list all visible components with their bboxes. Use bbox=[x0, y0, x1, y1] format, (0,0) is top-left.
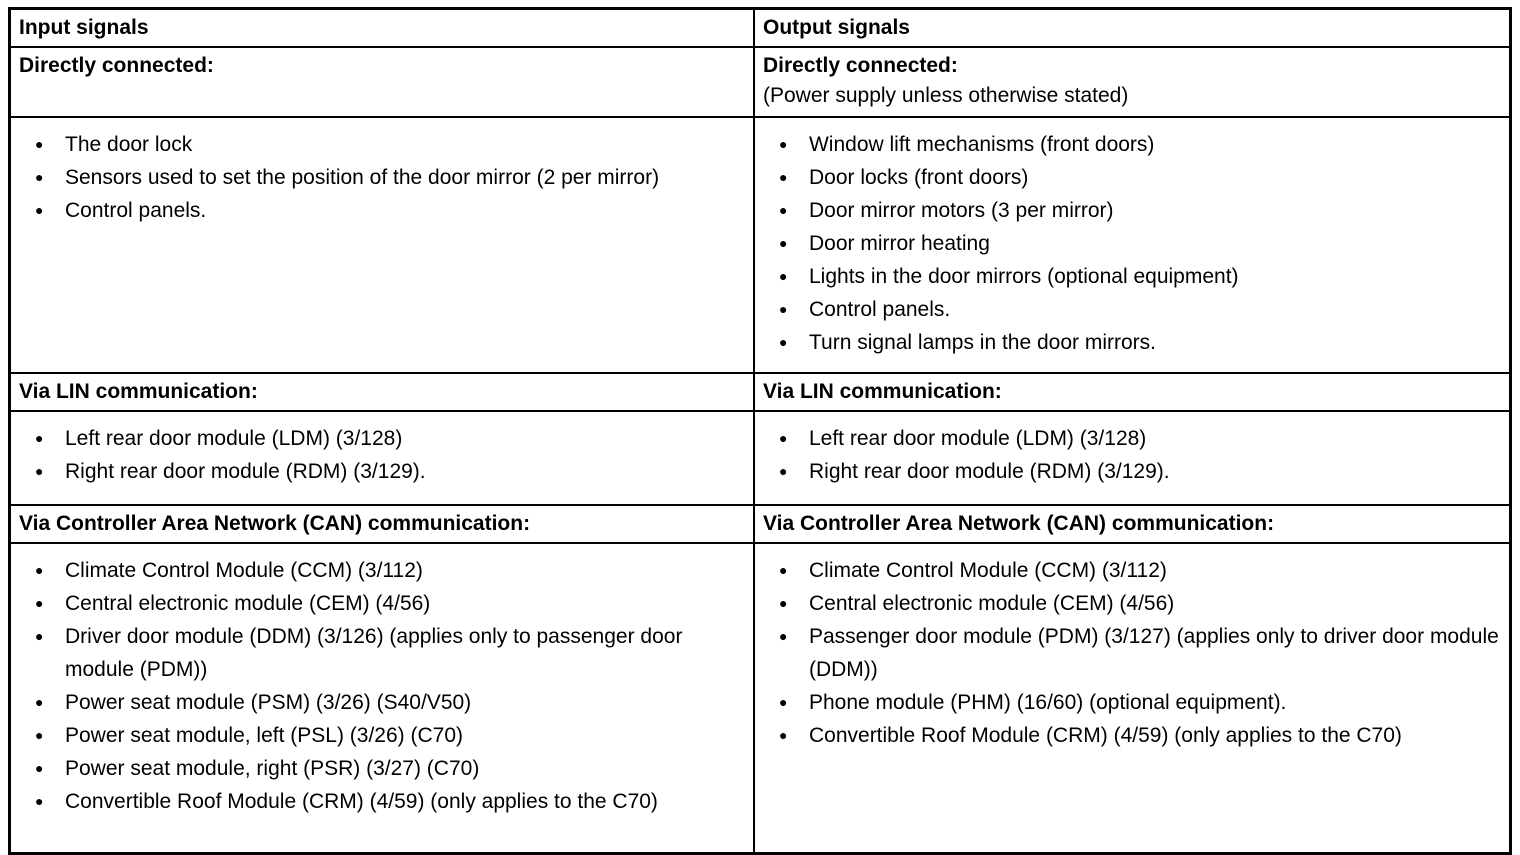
output-lin-title: Via LIN communication: bbox=[762, 380, 1002, 403]
list-item bbox=[763, 587, 1501, 620]
list-item bbox=[763, 260, 1501, 293]
list-item-text: Climate Control Module (CCM) (3/112) bbox=[65, 559, 423, 582]
list-item-text: Central electronic module (CEM) (4/56) bbox=[65, 592, 431, 615]
list-item bbox=[19, 422, 745, 455]
lin-title-row bbox=[10, 373, 1511, 411]
bullet-icon: ● bbox=[778, 463, 788, 479]
list-item-text: Door locks (front doors) bbox=[808, 166, 1029, 189]
list-item-text: Passenger door module (PDM) (3/127) (applies only to driver door module (DDM)) bbox=[808, 625, 1499, 681]
list-item bbox=[763, 554, 1501, 587]
bullet-icon: ● bbox=[35, 202, 44, 218]
list-item-text: Left rear door module (LDM) (3/128) bbox=[808, 427, 1147, 450]
bullet-icon: ● bbox=[778, 202, 788, 218]
input-lin-list-cell bbox=[10, 411, 754, 505]
list-item-text: Convertible Roof Module (CRM) (4/59) (only applies to the C70) bbox=[808, 724, 1402, 747]
list-item bbox=[19, 554, 745, 587]
list-item bbox=[19, 194, 745, 227]
input-directly-connected-title: Directly connected: bbox=[19, 54, 214, 77]
lin-list-row bbox=[10, 411, 1511, 505]
list-item-text: Window lift mechanisms (front doors) bbox=[808, 133, 1155, 156]
list-item-text: Control panels. bbox=[65, 199, 207, 222]
output-lin-list-cell bbox=[754, 411, 1511, 505]
list-item-text: Power seat module, left (PSL) (3/26) (C70) bbox=[65, 724, 463, 747]
list-item-text: Right rear door module (RDM) (3/129). bbox=[808, 460, 1170, 483]
bullet-icon: ● bbox=[35, 562, 44, 578]
bullet-icon: ● bbox=[778, 562, 788, 578]
list-item-text: Climate Control Module (CCM) (3/112) bbox=[808, 559, 1167, 582]
bullet-icon: ● bbox=[778, 235, 788, 251]
bullet-icon: ● bbox=[35, 430, 44, 446]
bullet-icon: ● bbox=[778, 628, 788, 644]
list-item bbox=[19, 455, 745, 488]
bullet-icon: ● bbox=[35, 694, 44, 710]
list-item bbox=[763, 161, 1501, 194]
list-item-text: Door mirror heating bbox=[808, 232, 990, 255]
list-item-text: Central electronic module (CEM) (4/56) bbox=[808, 592, 1175, 615]
list-item-text: Door mirror motors (3 per mirror) bbox=[808, 199, 1114, 222]
list-item bbox=[19, 686, 745, 719]
input-can-list-cell bbox=[10, 543, 754, 854]
list-item-text: Turn signal lamps in the door mirrors. bbox=[808, 331, 1156, 354]
bullet-icon: ● bbox=[778, 334, 788, 350]
header-input-label: Input signals bbox=[19, 16, 149, 39]
bullet-icon: ● bbox=[778, 136, 788, 152]
list-item-text: The door lock bbox=[65, 133, 193, 156]
bullet-icon: ● bbox=[778, 169, 788, 185]
list-item bbox=[19, 620, 745, 686]
bullet-icon: ● bbox=[778, 301, 788, 317]
list-item bbox=[763, 227, 1501, 260]
output-directly-connected-list bbox=[763, 128, 1501, 359]
output-can-title: Via Controller Area Network (CAN) communication: bbox=[762, 512, 1275, 535]
can-list-row bbox=[10, 543, 1511, 854]
can-title-row bbox=[10, 505, 1511, 543]
input-can-title: Via Controller Area Network (CAN) communication: bbox=[19, 512, 531, 535]
list-item bbox=[19, 785, 745, 818]
header-row bbox=[10, 9, 1511, 48]
input-can-title-cell bbox=[10, 505, 754, 543]
list-item bbox=[763, 620, 1501, 686]
bullet-icon: ● bbox=[778, 268, 788, 284]
output-can-title-cell bbox=[754, 505, 1511, 543]
bullet-icon: ● bbox=[35, 727, 44, 743]
list-item-text: Left rear door module (LDM) (3/128) bbox=[65, 427, 403, 450]
header-output-label: Output signals bbox=[762, 16, 910, 39]
bullet-icon: ● bbox=[35, 793, 44, 809]
input-directly-connected-list bbox=[19, 128, 745, 227]
list-item bbox=[763, 719, 1501, 752]
input-directly-connected-title-cell bbox=[10, 47, 754, 117]
list-item-text: Right rear door module (RDM) (3/129). bbox=[65, 460, 426, 483]
bullet-icon: ● bbox=[35, 169, 44, 185]
signals-table bbox=[8, 7, 1512, 855]
output-lin-title-cell bbox=[754, 373, 1511, 411]
list-item bbox=[19, 161, 745, 194]
input-can-list bbox=[19, 554, 745, 818]
bullet-icon: ● bbox=[778, 430, 788, 446]
list-item-text: Phone module (PHM) (16/60) (optional equipment). bbox=[808, 691, 1287, 714]
bullet-icon: ● bbox=[35, 463, 44, 479]
input-lin-title-cell bbox=[10, 373, 754, 411]
bullet-icon: ● bbox=[778, 694, 788, 710]
list-item bbox=[19, 752, 745, 785]
list-item bbox=[763, 293, 1501, 326]
list-item bbox=[763, 455, 1501, 488]
output-directly-connected-title: Directly connected: bbox=[762, 54, 958, 77]
list-item-text: Power seat module (PSM) (3/26) (S40/V50) bbox=[65, 691, 472, 714]
output-directly-connected-note: (Power supply unless otherwise stated) bbox=[762, 84, 1129, 107]
input-lin-title: Via LIN communication: bbox=[19, 380, 258, 403]
directly-connected-title-row bbox=[10, 47, 1511, 117]
output-directly-connected-list-cell bbox=[754, 117, 1511, 373]
list-item-text: Convertible Roof Module (CRM) (4/59) (only applies to the C70) bbox=[65, 790, 658, 813]
input-lin-list bbox=[19, 422, 745, 488]
output-directly-connected-title-cell bbox=[754, 47, 1511, 117]
list-item bbox=[19, 587, 745, 620]
header-input-signals bbox=[10, 9, 754, 48]
output-can-list-cell bbox=[754, 543, 1511, 854]
list-item bbox=[19, 128, 745, 161]
list-item-text: Power seat module, right (PSR) (3/27) (C70) bbox=[65, 757, 480, 780]
header-output-signals bbox=[754, 9, 1511, 48]
list-item-text: Sensors used to set the position of the door mirror (2 per mirror) bbox=[65, 166, 660, 189]
bullet-icon: ● bbox=[35, 628, 44, 644]
list-item bbox=[763, 422, 1501, 455]
list-item bbox=[763, 326, 1501, 359]
bullet-icon: ● bbox=[778, 595, 788, 611]
directly-connected-list-row bbox=[10, 117, 1511, 373]
list-item-text: Driver door module (DDM) (3/126) (applies only to passenger door module (PDM)) bbox=[65, 625, 683, 681]
input-directly-connected-list-cell bbox=[10, 117, 754, 373]
bullet-icon: ● bbox=[778, 727, 788, 743]
list-item bbox=[763, 128, 1501, 161]
list-item-text: Lights in the door mirrors (optional equipment) bbox=[808, 265, 1239, 288]
list-item bbox=[19, 719, 745, 752]
bullet-icon: ● bbox=[35, 595, 44, 611]
bullet-icon: ● bbox=[35, 136, 44, 152]
list-item bbox=[763, 194, 1501, 227]
output-lin-list bbox=[763, 422, 1501, 488]
output-can-list bbox=[763, 554, 1501, 752]
list-item-text: Control panels. bbox=[808, 298, 951, 321]
bullet-icon: ● bbox=[35, 760, 44, 776]
list-item bbox=[763, 686, 1501, 719]
